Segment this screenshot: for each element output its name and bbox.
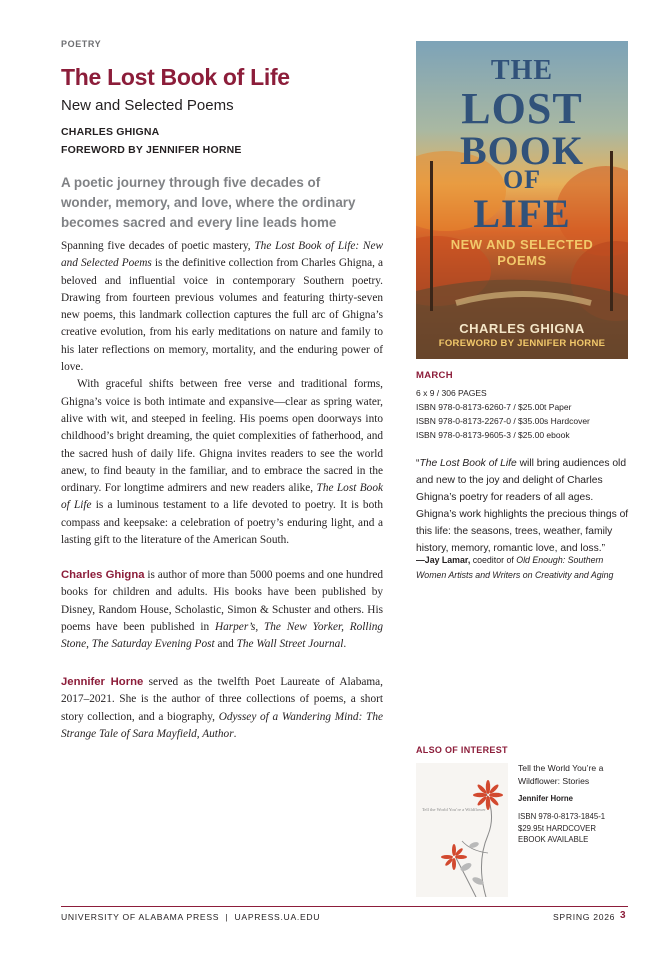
related-cover-text: Tell the World You’re a Wildflower	[422, 807, 486, 812]
attribution-name: —Jay Lamar,	[416, 555, 471, 565]
bio-name: Charles Ghigna	[61, 569, 145, 581]
cover-author: CHARLES GHIGNA	[459, 321, 585, 336]
bio-publication: The Wall Street Journal	[236, 638, 344, 651]
quote-text: will bring audiences old and new to the joy and delight of Charles Ghigna’s poetry for readers of all ages. Ghigna’s work highlights the precious things of this life: the seasons, trees, weather, family history, memory, romantic love, and loss.”	[416, 458, 629, 554]
footer-publisher: UNIVERSITY OF ALABAMA PRESS | UAPRESS.UA.EDU	[61, 912, 321, 922]
cover-foreword: FOREWORD BY JENNIFER HORNE	[438, 338, 606, 349]
book-tagline: A poetic journey through five decades of wonder, memory, and love, where the ordinary becomes sacred and every line leads home	[61, 175, 356, 230]
footer-divider	[61, 906, 628, 907]
bio-publications: Harper’s, The New Yorker, Rolling Stone, The Saturday Evening Post	[61, 620, 383, 651]
spec-line: ISBN 978-0-8173-2267-0 / $35.00s Hardcover	[416, 416, 590, 426]
desc-text: is the definitive collection from Charles Ghigna, a beloved and influential voice in contemporary Southern poetry. Drawing from fourteen previous volumes and featuring thirty-seven new poems, this landmark collection captures the full arc of Ghigna’s creative evolution, from his early meditations on nature and family to his later reflections on memory, mortality, and the enduring power of love.	[61, 257, 383, 374]
attribution-work: Old Enough: Southern Women Artists and Writers on Creativity and Aging	[416, 555, 614, 580]
bio-text: and	[214, 638, 237, 651]
foreword-credit: FOREWORD BY JENNIFER HORNE	[61, 144, 242, 156]
quote-book-title: The Lost Book of Life	[419, 458, 517, 469]
book-subtitle: New and Selected Poems	[61, 97, 234, 114]
desc-text: Spanning five decades of poetic mastery,	[61, 240, 255, 252]
bio-text: .	[233, 727, 237, 740]
book-title: The Lost Book of Life	[61, 64, 290, 90]
foreword-author-bio	[61, 674, 383, 743]
bio-name: Jennifer Horne	[61, 676, 144, 688]
endorsement-quote	[416, 455, 630, 557]
attribution-role: coeditor of	[470, 555, 517, 565]
footer-season: SPRING 2026	[553, 912, 616, 922]
related-book-cover	[416, 763, 508, 897]
quote-attribution	[416, 553, 636, 583]
book-cover-image	[416, 41, 628, 359]
desc-book-title: The Lost Book of Life: New and Selected Poems	[61, 240, 383, 270]
bio-work-title: Odyssey of a Wandering Mind: The Strange Tale of Sara Mayfield, Author	[61, 710, 383, 740]
bio-text: .	[343, 638, 347, 651]
author-bio	[61, 567, 383, 653]
desc-text: With graceful shifts between free verse and traditional forms, Ghigna’s voice is both intimate and expansive—clear as spring water, alive with wit, and steeped in feeling. His poems open doorways into childhood’s bright dreaming, the quiet complexities of fatherhood, and the sacred hush of daily life. Ghigna invites readers to see the world anew, to find beauty in the familiar, and to embrace the sacred in the ordinary. For longtime admirers and new readers alike,	[61, 378, 383, 495]
cover-title-line: LOST	[461, 84, 583, 133]
publication-month: MARCH	[416, 370, 453, 381]
related-book-author: Jennifer Horne	[518, 794, 574, 803]
cover-subtitle: NEW AND SELECTED	[450, 237, 594, 252]
cover-title-line: BOOK	[459, 128, 585, 173]
related-book-isbn-block	[518, 811, 628, 846]
cover-title-line: THE	[490, 55, 554, 86]
related-book-title: Tell the World You’re a Wildflower: Stories	[518, 763, 604, 786]
desc-book-title: The Lost Book of Life	[61, 482, 383, 512]
book-description	[61, 238, 383, 549]
flower-illustration	[416, 763, 508, 897]
spec-line: 6 x 9 / 306 PAGES	[416, 388, 487, 398]
bio-text: served as the twelfth Poet Laureate of Alabama, 2017–2021. She is the author of three collections of poems, a short story collection, and a biography,	[61, 676, 383, 723]
category-label: POETRY	[61, 39, 102, 49]
description-paragraph-2	[61, 376, 383, 549]
also-of-interest-label: ALSO OF INTEREST	[416, 745, 508, 755]
description-paragraph-1	[61, 238, 383, 376]
related-book-ebook: EBOOK AVAILABLE	[518, 835, 589, 844]
spec-line: ISBN 978-0-8173-9605-3 / $25.00 ebook	[416, 430, 570, 440]
cover-title-line: OF	[502, 165, 542, 194]
related-book-price: $29.95t HARDCOVER	[518, 823, 596, 833]
page-number: 3	[620, 910, 626, 921]
desc-text: is a luminous testament to a life devoted to poetry. It is both compass and keepsake: a celebration of poetry’s enduring light, and a lasting gift to the literature of the American South.	[61, 499, 384, 547]
author-name: CHARLES GHIGNA	[61, 126, 160, 138]
spec-line: ISBN 978-0-8173-6260-7 / $25.00t Paper	[416, 402, 572, 412]
related-book-isbn: ISBN 978-0-8173-1845-1	[518, 812, 606, 821]
cover-subtitle: POEMS	[497, 253, 547, 268]
quote-mark: “	[416, 458, 420, 469]
bio-text: is author of more than 5000 poems and one hundred books for children and adults. His books have been published by Disney, Random House, Scholastic, Simon & Schuster and others. His poems have been published in	[61, 569, 383, 633]
cover-title-line: LIFE	[473, 191, 571, 236]
related-book-info	[518, 762, 628, 846]
